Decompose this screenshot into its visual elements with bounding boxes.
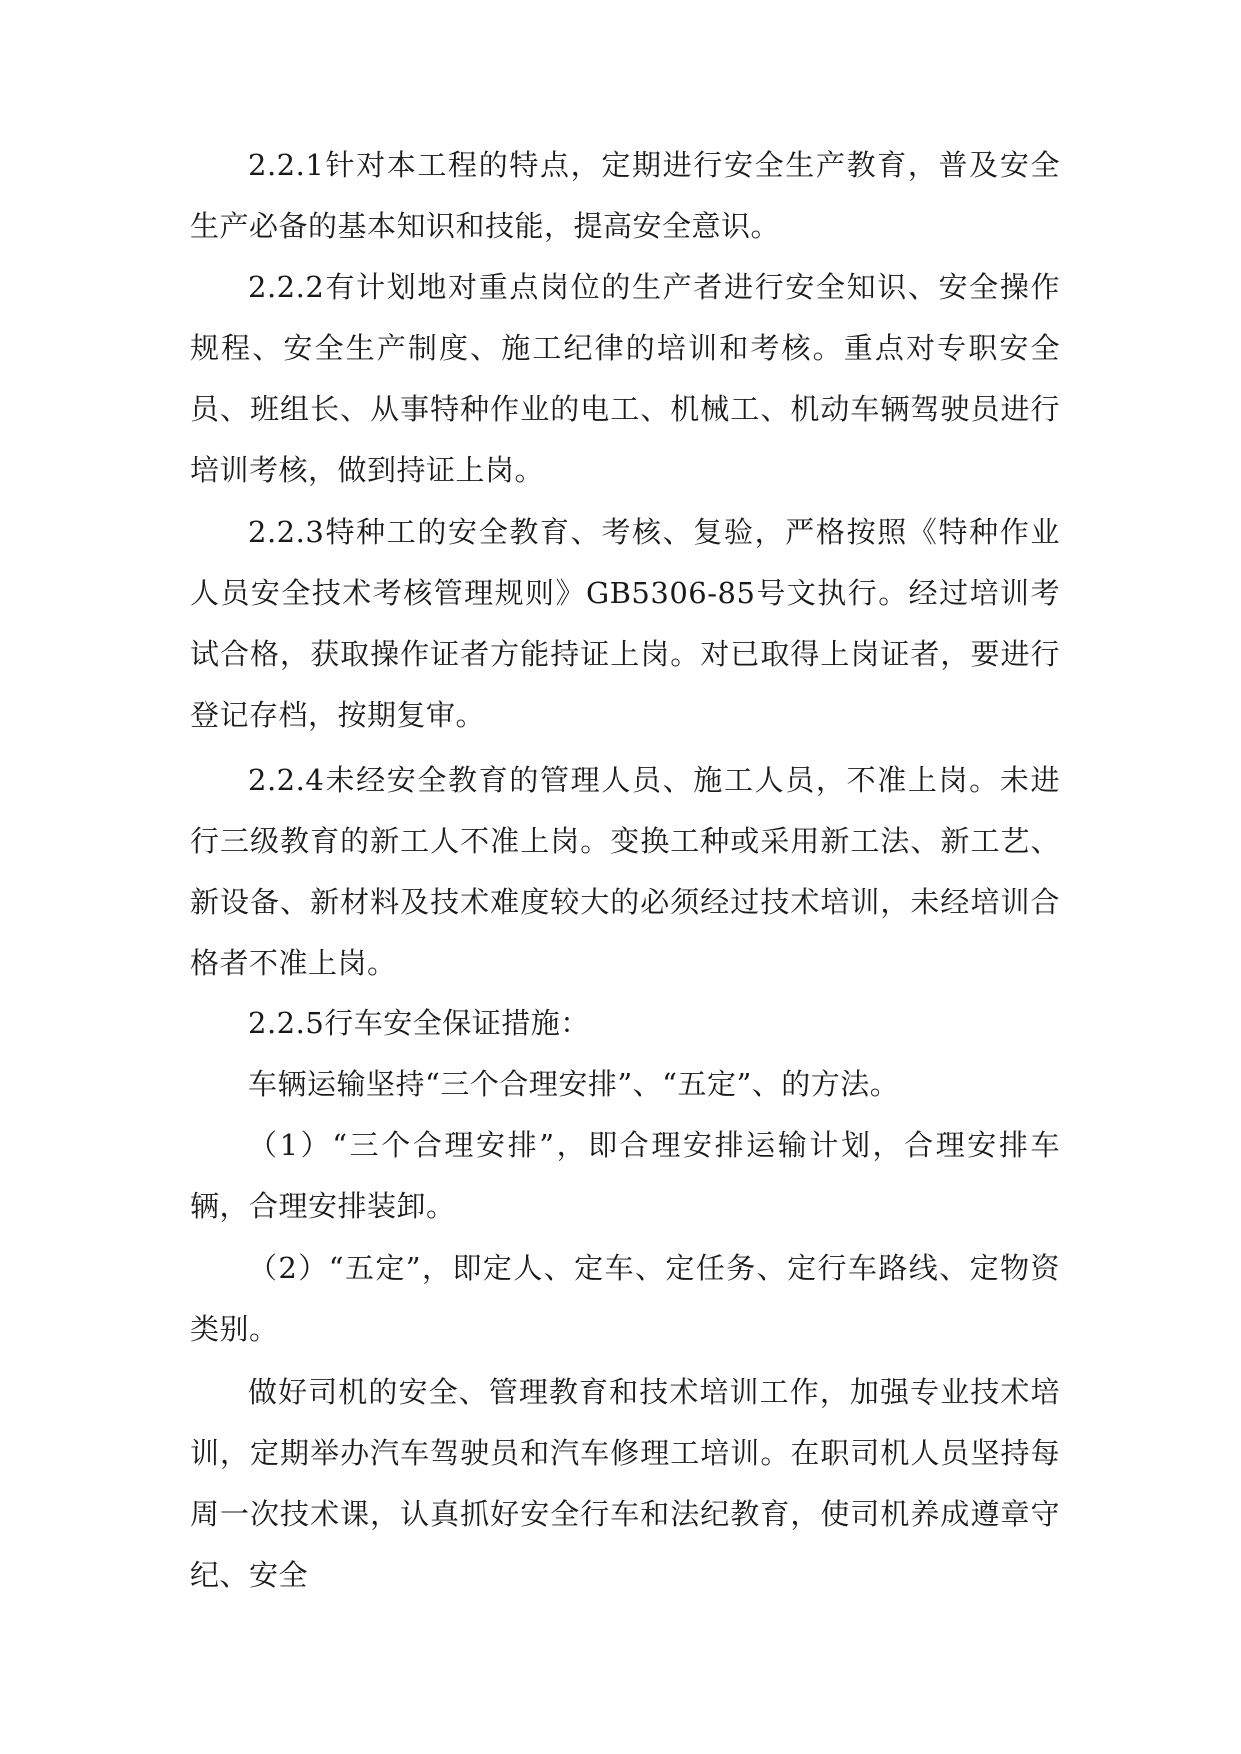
paragraph-2-2-1: 2.2.1针对本工程的特点，定期进行安全生产教育，普及安全生产必备的基本知识和技能，提高安全意识。	[190, 148, 1060, 243]
paragraph-2-2-5: 2.2.5行车安全保证措施：	[248, 1006, 590, 1040]
paragraph-2-2-2: 2.2.2有计划地对重点岗位的生产者进行安全知识、安全操作规程、安全生产制度、施工纪律的培训和考核。重点对专职安全员、班组长、从事特种作业的电工、机械工、机动车辆驾驶员进行培训考核，做到持证上岗。	[190, 270, 1060, 487]
paragraph-five-fixed: （2）“五定”，即定人、定车、定任务、定行车路线、定物资类别。	[190, 1251, 1060, 1346]
paragraph-2-2-4: 2.2.4未经安全教育的管理人员、施工人员，不准上岗。未进行三级教育的新工人不准上岗。变换工种或采用新工法、新工艺、新设备、新材料及技术难度较大的必须经过技术培训，未经培训合格者不准上岗。	[190, 763, 1060, 980]
paragraph-driver-training: 做好司机的安全、管理教育和技术培训工作，加强专业技术培训，定期举办汽车驾驶员和汽车修理工培训。在职司机人员坚持每周一次技术课，认真抓好安全行车和法纪教育，使司机养成遵章守纪、安全	[190, 1375, 1060, 1592]
paragraph-transport-principle: 车辆运输坚持“三个合理安排”、“五定”、的方法。	[248, 1067, 900, 1101]
paragraph-2-2-3: 2.2.3特种工的安全教育、考核、复验，严格按照《特种作业人员安全技术考核管理规则》GB5306-85号文执行。经过培训考试合格，获取操作证者方能持证上岗。对已取得上岗证者，要进行登记存档，按期复审。	[190, 515, 1060, 732]
paragraph-three-arrangements: （1）“三个合理安排”，即合理安排运输计划，合理安排车辆，合理安排装卸。	[190, 1128, 1060, 1223]
